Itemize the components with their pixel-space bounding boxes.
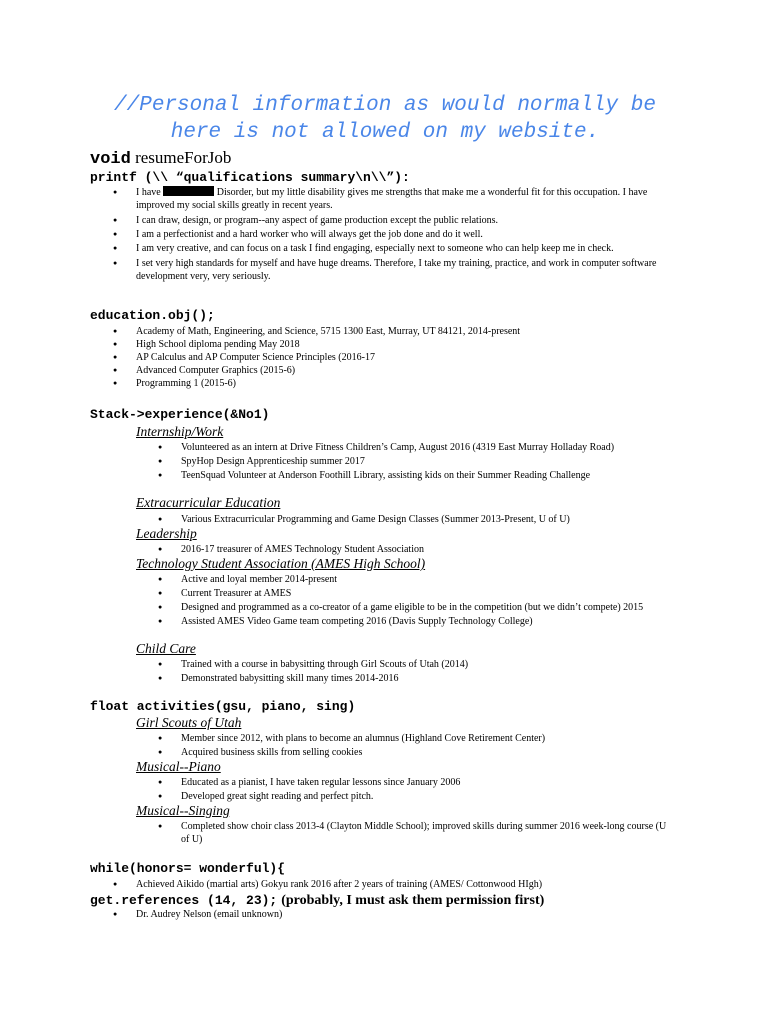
list-item: ● AP Calculus and AP Computer Science Principles (2016-17 bbox=[136, 351, 676, 364]
list-item: ● Acquired business skills from selling cookies bbox=[181, 746, 671, 759]
list-item: ● Academy of Math, Engineering, and Science, 5715 1300 East, Murray, UT 84121, 2014-present bbox=[136, 325, 676, 338]
title-name: resumeForJob bbox=[135, 148, 232, 167]
list-item: ● Various Extracurricular Programming and Game Design Classes (Summer 2013-Present, U of U) bbox=[181, 513, 671, 526]
internship-list bbox=[181, 441, 671, 482]
list-item: ● Programming 1 (2015-6) bbox=[136, 377, 676, 390]
list-item: ● Advanced Computer Graphics (2015-6) bbox=[136, 364, 676, 377]
list-item: ● I set very high standards for myself and have huge dreams. Therefore, I take my training, practice, and work in computer software development very, very seriously. bbox=[136, 257, 676, 283]
list-item: ● Dr. Audrey Nelson (email unknown) bbox=[136, 908, 676, 921]
list-item: ● Volunteered as an intern at Drive Fitness Children’s Camp, August 2016 (4319 East Murray Holladay Road) bbox=[181, 441, 671, 454]
title-keyword: void bbox=[90, 150, 131, 169]
experience-heading: Stack->experience(&No1) bbox=[90, 407, 270, 422]
list-item: ● 2016-17 treasurer of AMES Technology Student Association bbox=[181, 543, 671, 556]
girl-scouts-list bbox=[181, 732, 671, 759]
list-item: ● I am a perfectionist and a hard worker who will always get the job done and do it well. bbox=[136, 228, 676, 241]
education-list bbox=[136, 325, 676, 390]
privacy-notice-header bbox=[60, 92, 710, 146]
list-item: ● I have Disorder, but my little disability gives me strengths that make me a wonderful fit for this occupation. I have improved my social skills greatly in recent years. bbox=[136, 186, 676, 212]
list-item: ● Completed show choir class 2013-4 (Clayton Middle School); improved skills during summer 2016 week-long course (U of U) bbox=[181, 820, 671, 846]
subsection-title: Girl Scouts of Utah bbox=[136, 715, 242, 730]
subsection-title: Technology Student Association (AMES High School) bbox=[136, 556, 426, 571]
list-item: ● Member since 2012, with plans to become an alumnus (Highland Cove Retirement Center) bbox=[181, 732, 671, 745]
qualifications-heading: printf (\\ “qualifications summary\n\\”): bbox=[90, 170, 410, 185]
header-line-2: here is not allowed on my website. bbox=[170, 121, 600, 144]
honors-heading: while(honors= wonderful){ bbox=[90, 861, 286, 876]
list-item: ● I can draw, design, or program--any aspect of game production except the public relations. bbox=[136, 214, 676, 227]
leadership-list bbox=[181, 543, 671, 556]
subsection-title: Child Care bbox=[136, 641, 196, 656]
subsection-title: Internship/Work bbox=[136, 424, 224, 439]
list-item: ● Active and loyal member 2014-present bbox=[181, 573, 671, 586]
list-item: ● Designed and programmed as a co-creator of a game eligible to be in the competition (but we didn’t compete) 2015 bbox=[181, 601, 671, 614]
resume-title bbox=[90, 148, 231, 170]
qualifications-list bbox=[136, 186, 676, 283]
subsection-title: Musical--Singing bbox=[136, 803, 230, 818]
list-item: ● I am very creative, and can focus on a task I find engaging, especially next to someone who can help keep me in check. bbox=[136, 242, 676, 255]
piano-list bbox=[181, 776, 671, 803]
list-item: ● SpyHop Design Apprenticeship summer 2017 bbox=[181, 455, 671, 468]
childcare-list bbox=[181, 658, 671, 685]
references-note: (probably, I must ask them permission first) bbox=[281, 893, 545, 908]
activities-heading: float activities(gsu, piano, sing) bbox=[90, 699, 356, 714]
education-heading: education.obj(); bbox=[90, 308, 215, 323]
list-item: ● TeenSquad Volunteer at Anderson Foothill Library, assisting kids on their Summer Reading Challenge bbox=[181, 469, 671, 482]
list-item: ● High School diploma pending May 2018 bbox=[136, 338, 676, 351]
subsection-title: Leadership bbox=[136, 526, 197, 541]
list-item: ● Educated as a pianist, I have taken regular lessons since January 2006 bbox=[181, 776, 671, 789]
references-heading: get.references (14, 23); bbox=[90, 893, 278, 908]
redaction-bar bbox=[163, 186, 214, 196]
references-list bbox=[136, 908, 676, 921]
subsection-title: Musical--Piano bbox=[136, 759, 221, 774]
tsa-list bbox=[181, 573, 671, 628]
list-item: ● Trained with a course in babysitting through Girl Scouts of Utah (2014) bbox=[181, 658, 671, 671]
list-item: ● Assisted AMES Video Game team competing 2016 (Davis Supply Technology College) bbox=[181, 615, 671, 628]
list-item: ● Developed great sight reading and perfect pitch. bbox=[181, 790, 671, 803]
list-item: ● Achieved Aikido (martial arts) Gokyu rank 2016 after 2 years of training (AMES/ Cottonwood HIgh) bbox=[136, 878, 676, 891]
singing-list bbox=[181, 820, 671, 846]
subsection-title: Extracurricular Education bbox=[136, 495, 281, 510]
header-line-1: //Personal information as would normally be bbox=[114, 94, 656, 117]
list-item: ● Current Treasurer at AMES bbox=[181, 587, 671, 600]
list-item: ● Demonstrated babysitting skill many times 2014-2016 bbox=[181, 672, 671, 685]
honors-list bbox=[136, 878, 676, 891]
extracurricular-list bbox=[181, 513, 671, 526]
references-heading-row bbox=[90, 891, 544, 909]
